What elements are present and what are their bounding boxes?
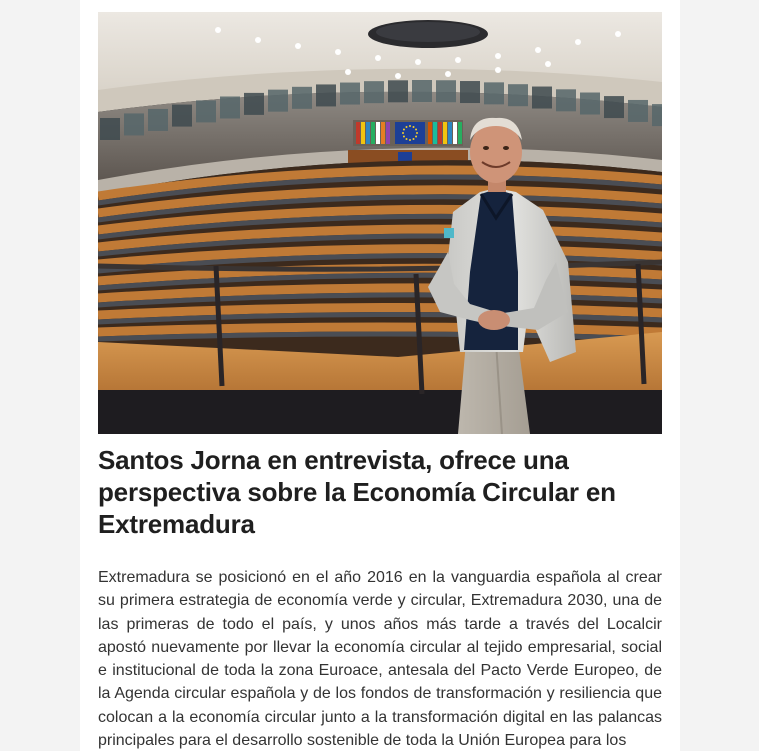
article-title: Santos Jorna en entrevista, ofrece una perspectiva sobre la Economía Circular en Extremadura — [98, 445, 616, 539]
article-hero-image[interactable] — [98, 12, 662, 434]
article-card — [80, 0, 680, 751]
article-paragraph: Extremadura se posicionó en el año 2016 en la vanguardia española al crear su primera estrategia de economía verde y circular, Extremadura 2030, una de las primeras de todo el país, y unos años más tarde a través del Localcir apostó nuevamente por llevar la economía circular al tejido empresarial, social e institucional de toda la zona Euroace, antesala del Pacto Verde Europeo, de la Agenda circular española y de los fondos de transformación y resiliencia que colocan a la economía circular junto a la transformación digital en las palancas principales para el desarrollo sostenible de toda la Unión Europea para los — [98, 569, 662, 750]
parliament-hemicycle-photo — [98, 12, 662, 434]
